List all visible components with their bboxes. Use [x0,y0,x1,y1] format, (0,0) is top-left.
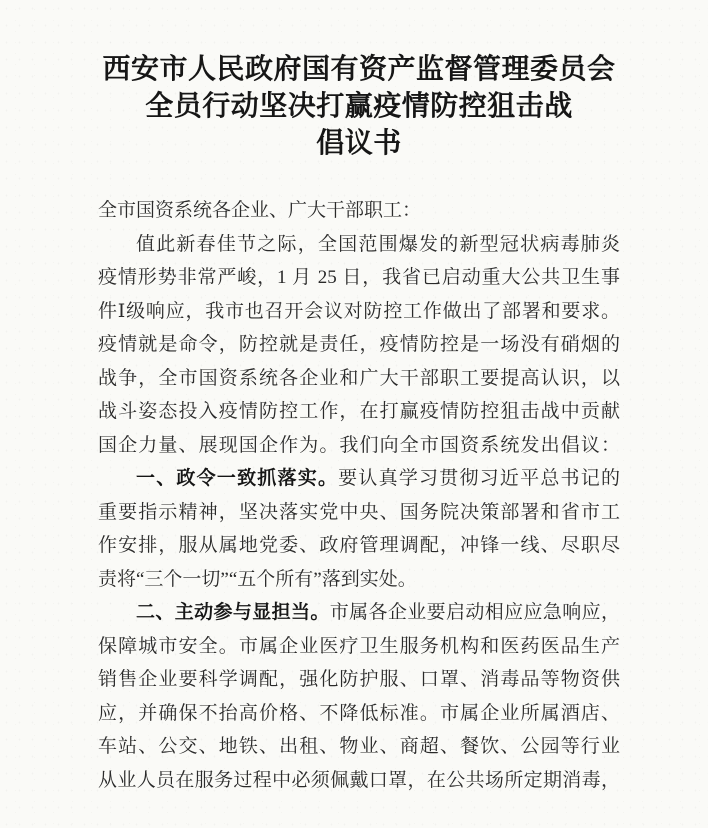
body-line: 国企力量、展现国企作为。我们向全市国资系统发出倡议： [98,434,620,456]
body-line: 责将“三个一切”“五个所有”落到实处。 [98,568,417,590]
title-line-3: 倡议书 [316,127,402,158]
body-line: 值此新春佳节之际，全国范围爆发的新型冠状病毒肺炎 [136,233,620,255]
document-title [98,50,620,161]
body-line: 疫情形势非常严峻，1 月 25 日，我省已启动重大公共卫生事 [98,267,620,288]
salutation: 全市国资系统各企业、广大干部职工： [98,200,422,221]
body-line: 疫情就是命令，防控就是责任，疫情防控是一场没有硝烟的 [98,334,620,355]
body-line: 应，并确保不抬高价格、不降低标准。市属企业所属酒店、 [98,702,620,724]
body-lines [98,228,620,798]
body-line: 一、政令一致抓落实。要认真学习贯彻习近平总书记的 [136,468,620,489]
body-line: 件Ⅰ级响应，我市也召开会议对防控工作做出了部署和要求。 [98,300,620,322]
body-line: 重要指示精神，坚决落实党中央、国务院决策部署和省市工 [98,501,620,523]
document-body [98,194,620,797]
body-line: 战斗姿态投入疫情防控工作，在打赢疫情防控狙击战中贡献 [98,401,620,422]
section-heading: 一、政令一致抓落实。 [136,468,339,489]
body-line: 销售企业要科学调配，强化防护服、口罩、消毒品等物资供 [98,669,620,690]
body-line: 作安排，服从属地党委、政府管理调配，冲锋一线、尽职尽 [98,535,620,556]
body-line: 战争，全市国资系统各企业和广大干部职工要提高认识，以 [98,367,620,389]
section-heading: 二、主动参与显担当。 [136,602,330,623]
body-line: 从业人员在服务过程中必须佩戴口罩，在公共场所定期消毒， [98,769,620,791]
body-line: 保障城市安全。市属企业医疗卫生服务机构和医药医品生产 [98,635,620,657]
body-line: 车站、公交、地铁、出租、物业、商超、餐饮、公园等行业 [98,736,620,757]
body-line: 二、主动参与显担当。市属各企业要启动相应应急响应， [136,602,620,623]
title-line-1: 西安市人民政府国有资产监督管理委员会 [102,53,616,84]
title-line-2: 全员行动坚决打赢疫情防控狙击战 [145,90,573,121]
